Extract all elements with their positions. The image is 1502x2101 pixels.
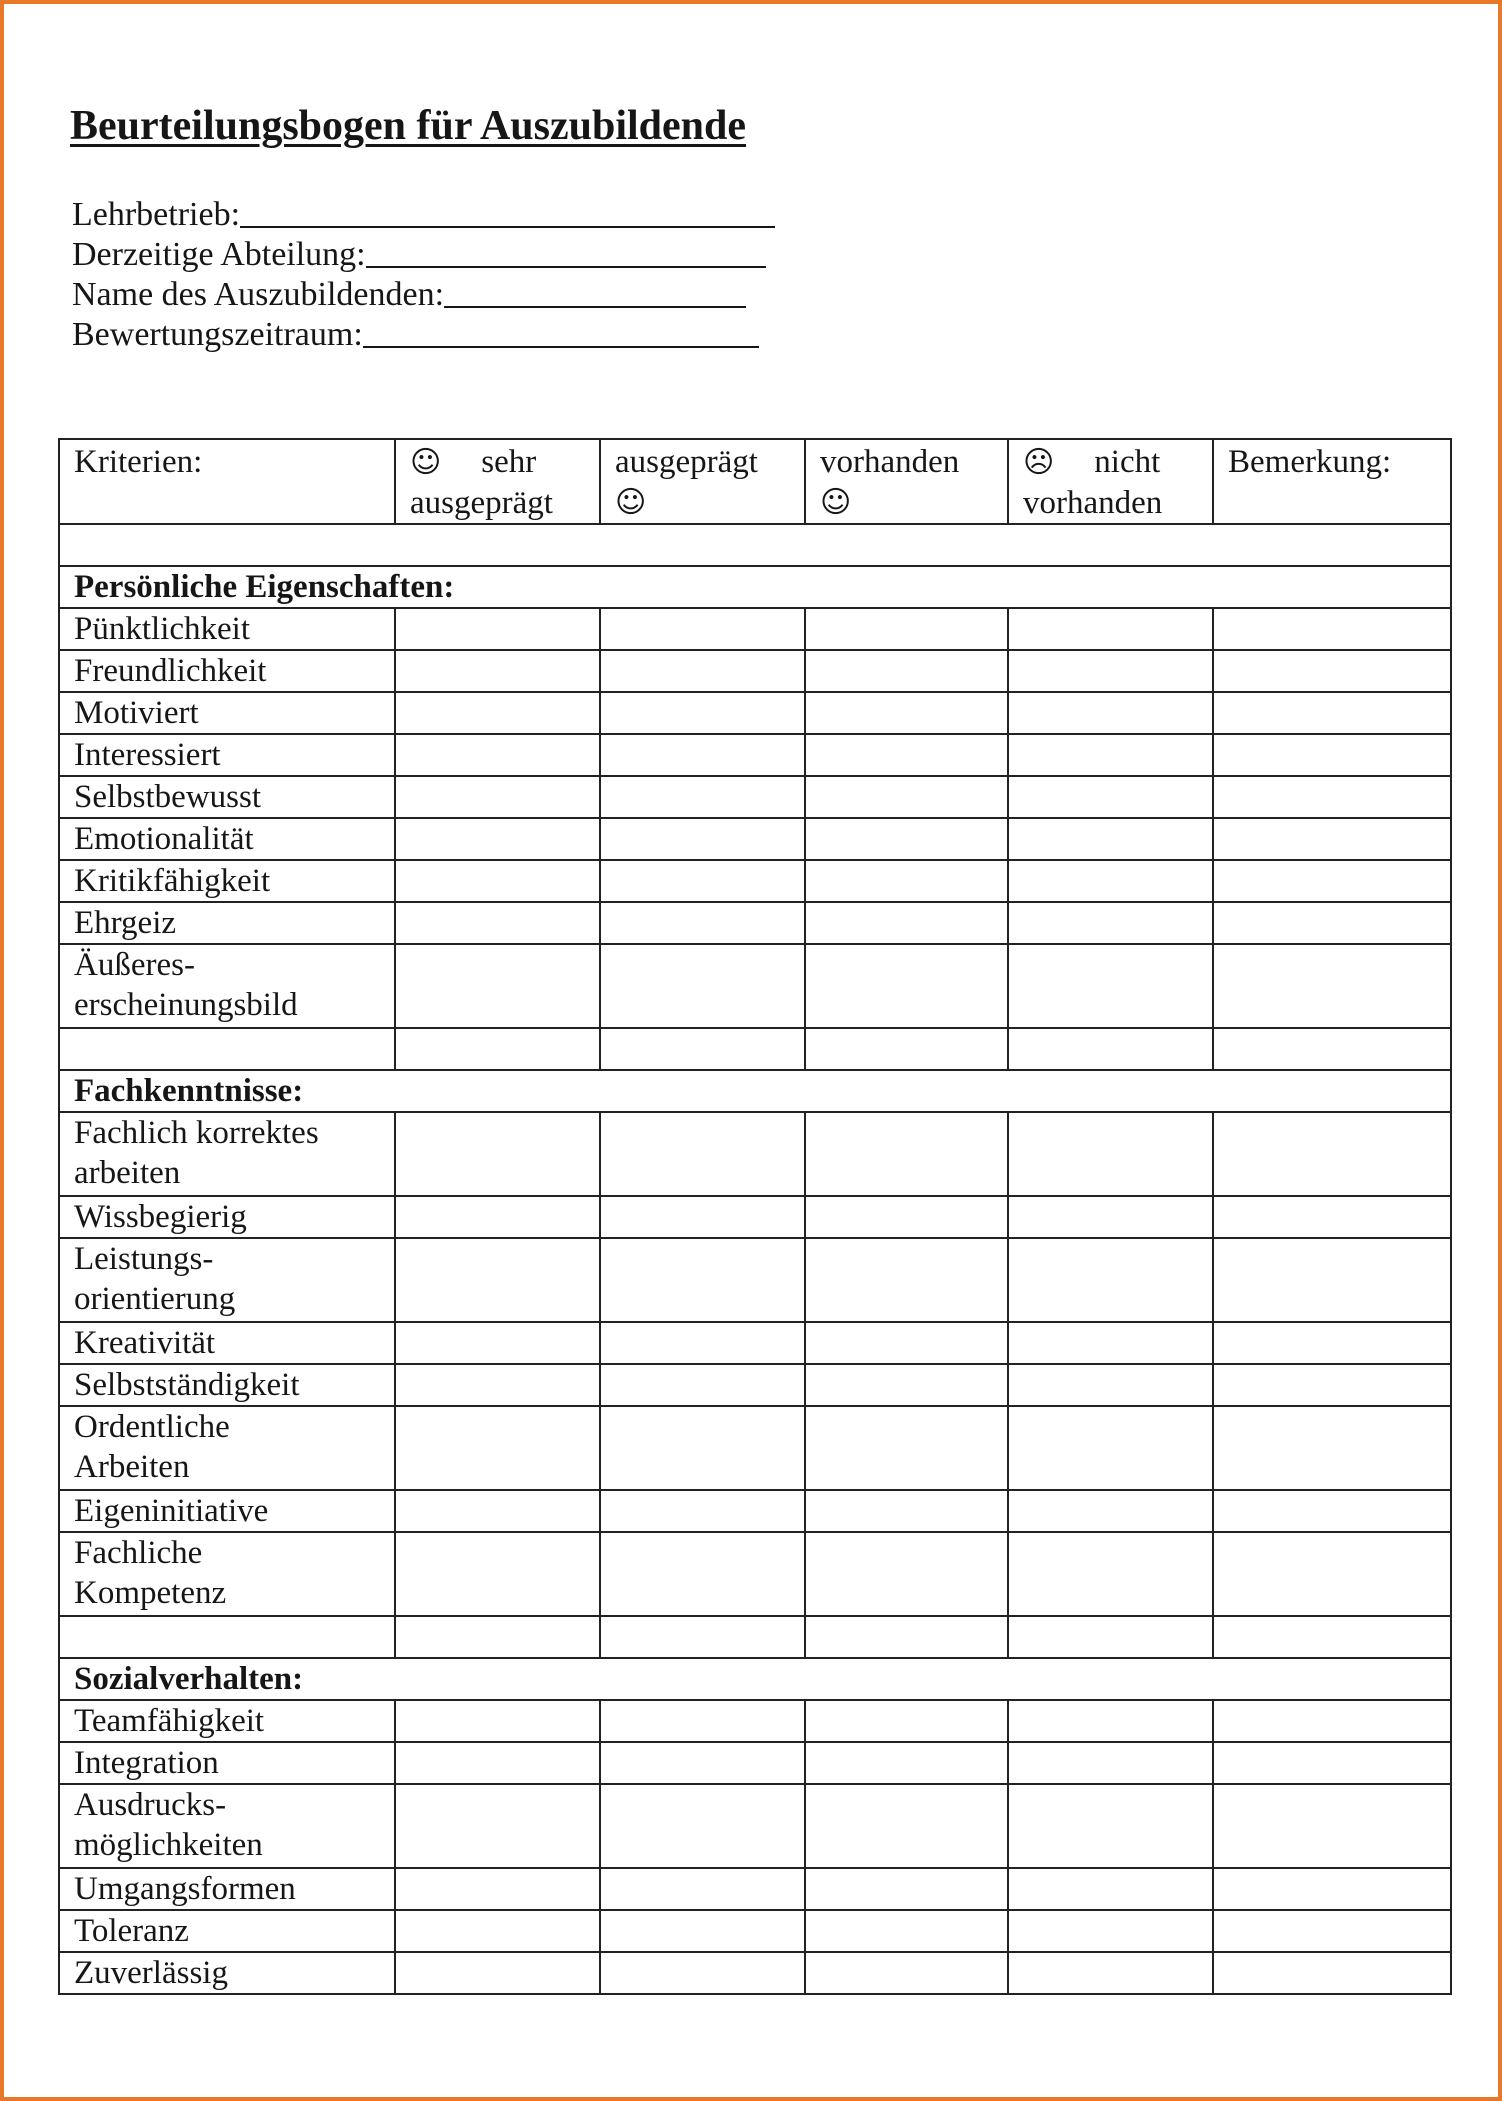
frowny-icon: ☹ <box>1023 445 1055 480</box>
rating-pronounced-cell[interactable] <box>600 1112 805 1196</box>
rating-not-present-cell[interactable] <box>1008 1532 1213 1616</box>
criterion-row <box>59 1700 1451 1742</box>
criterion-row <box>59 1322 1451 1364</box>
remarks-cell[interactable] <box>1213 1238 1451 1322</box>
rating-present-cell[interactable] <box>805 1700 1008 1742</box>
rating-not-present-cell[interactable] <box>1008 1784 1213 1868</box>
rating-not-present-cell[interactable] <box>1008 944 1213 1028</box>
remarks-cell[interactable] <box>1213 1784 1451 1868</box>
header-remarks-label: Bemerkung: <box>1228 444 1392 480</box>
criterion-row <box>59 692 1451 734</box>
criterion-label: Freundlichkeit <box>59 650 395 692</box>
remarks-cell[interactable] <box>1213 902 1451 944</box>
rating-very-pronounced-cell[interactable] <box>395 608 600 650</box>
field-abteilung <box>72 234 775 274</box>
rating-not-present-cell[interactable] <box>1008 1952 1213 1994</box>
rating-not-present-cell[interactable] <box>1008 1196 1213 1238</box>
header-remarks <box>1213 439 1451 524</box>
header-word: ausgeprägt <box>410 485 553 521</box>
rating-very-pronounced-cell[interactable] <box>395 1616 600 1658</box>
rating-not-present-cell[interactable] <box>1008 860 1213 902</box>
remarks-cell[interactable] <box>1213 1322 1451 1364</box>
header-criteria-label: Kriterien: <box>74 444 203 480</box>
header-very-pronounced <box>395 439 600 524</box>
remarks-cell[interactable] <box>1213 860 1451 902</box>
criterion-row <box>59 860 1451 902</box>
criterion-row <box>59 1616 1451 1658</box>
rating-present-cell[interactable] <box>805 1490 1008 1532</box>
criterion-label: Äußeres- erscheinungsbild <box>59 944 395 1028</box>
rating-very-pronounced-cell[interactable] <box>395 1490 600 1532</box>
remarks-cell[interactable] <box>1213 1742 1451 1784</box>
rating-pronounced-cell[interactable] <box>600 1868 805 1910</box>
rating-not-present-cell[interactable] <box>1008 650 1213 692</box>
rating-present-cell[interactable] <box>805 650 1008 692</box>
section-header-row <box>59 566 1451 608</box>
rating-present-cell[interactable] <box>805 1406 1008 1490</box>
field-lehrbetrieb <box>72 194 775 234</box>
rating-present-cell[interactable] <box>805 1238 1008 1322</box>
remarks-cell[interactable] <box>1213 818 1451 860</box>
criterion-label: Eigeninitiative <box>59 1490 395 1532</box>
rating-present-cell[interactable] <box>805 1322 1008 1364</box>
rating-very-pronounced-cell[interactable] <box>395 1322 600 1364</box>
header-not-present <box>1008 439 1213 524</box>
section-title: Sozialverhalten: <box>59 1658 1451 1700</box>
criterion-row <box>59 776 1451 818</box>
section-header-row <box>59 1070 1451 1112</box>
criterion-row <box>59 944 1451 1028</box>
rating-not-present-cell[interactable] <box>1008 1868 1213 1910</box>
rating-present-cell[interactable] <box>805 1532 1008 1616</box>
header-word: vorhanden <box>1023 485 1163 521</box>
remarks-cell[interactable] <box>1213 1868 1451 1910</box>
remarks-cell[interactable] <box>1213 1490 1451 1532</box>
rating-present-cell[interactable] <box>805 608 1008 650</box>
criterion-row <box>59 902 1451 944</box>
rating-not-present-cell[interactable] <box>1008 1910 1213 1952</box>
header-present <box>805 439 1008 524</box>
rating-pronounced-cell[interactable] <box>600 1322 805 1364</box>
rating-not-present-cell[interactable] <box>1008 734 1213 776</box>
rating-very-pronounced-cell[interactable] <box>395 944 600 1028</box>
rating-very-pronounced-cell[interactable] <box>395 776 600 818</box>
rating-pronounced-cell[interactable] <box>600 1238 805 1322</box>
remarks-cell[interactable] <box>1213 1532 1451 1616</box>
criterion-row <box>59 1910 1451 1952</box>
rating-present-cell[interactable] <box>805 944 1008 1028</box>
header-pronounced <box>600 439 805 524</box>
rating-present-cell[interactable] <box>805 1784 1008 1868</box>
evaluation-table <box>58 438 1452 1995</box>
section-header-row <box>59 1658 1451 1700</box>
rating-not-present-cell[interactable] <box>1008 1700 1213 1742</box>
rating-very-pronounced-cell[interactable] <box>395 860 600 902</box>
remarks-cell[interactable] <box>1213 1910 1451 1952</box>
rating-present-cell[interactable] <box>805 818 1008 860</box>
rating-present-cell[interactable] <box>805 734 1008 776</box>
rating-pronounced-cell[interactable] <box>600 650 805 692</box>
criterion-row <box>59 1364 1451 1406</box>
rating-very-pronounced-cell[interactable] <box>395 1112 600 1196</box>
criterion-row <box>59 1742 1451 1784</box>
criterion-label: Wissbegierig <box>59 1196 395 1238</box>
spacer-cell <box>59 524 1451 566</box>
rating-pronounced-cell[interactable] <box>600 1364 805 1406</box>
smiley-icon: ☺ <box>410 445 442 480</box>
criterion-label: Kreativität <box>59 1322 395 1364</box>
criterion-row <box>59 734 1451 776</box>
remarks-cell[interactable] <box>1213 1406 1451 1490</box>
rating-not-present-cell[interactable] <box>1008 1028 1213 1070</box>
rating-not-present-cell[interactable] <box>1008 818 1213 860</box>
rating-not-present-cell[interactable] <box>1008 1364 1213 1406</box>
criterion-label <box>59 1616 395 1658</box>
smiley-icon: ☺ <box>820 485 852 520</box>
criterion-label: Ordentliche Arbeiten <box>59 1406 395 1490</box>
remarks-cell[interactable] <box>1213 1112 1451 1196</box>
criterion-row <box>59 1238 1451 1322</box>
rating-very-pronounced-cell[interactable] <box>395 1406 600 1490</box>
rating-very-pronounced-cell[interactable] <box>395 1532 600 1616</box>
field-name <box>72 274 775 314</box>
field-label: Bewertungszeitraum: <box>72 316 363 353</box>
spacer-row <box>59 524 1451 566</box>
remarks-cell[interactable] <box>1213 1196 1451 1238</box>
rating-very-pronounced-cell[interactable] <box>395 1028 600 1070</box>
rating-not-present-cell[interactable] <box>1008 1490 1213 1532</box>
criterion-label: Motiviert <box>59 692 395 734</box>
rating-pronounced-cell[interactable] <box>600 734 805 776</box>
rating-not-present-cell[interactable] <box>1008 608 1213 650</box>
rating-pronounced-cell[interactable] <box>600 1616 805 1658</box>
rating-pronounced-cell[interactable] <box>600 1406 805 1490</box>
rating-not-present-cell[interactable] <box>1008 1406 1213 1490</box>
rating-very-pronounced-cell[interactable] <box>395 1910 600 1952</box>
remarks-cell[interactable] <box>1213 692 1451 734</box>
criterion-label: Teamfähigkeit <box>59 1700 395 1742</box>
rating-present-cell[interactable] <box>805 692 1008 734</box>
remarks-cell[interactable] <box>1213 650 1451 692</box>
rating-present-cell[interactable] <box>805 1616 1008 1658</box>
rating-very-pronounced-cell[interactable] <box>395 818 600 860</box>
criterion-label: Emotionalität <box>59 818 395 860</box>
header-fields <box>72 194 775 354</box>
smiley-icon: ☺ <box>615 485 647 520</box>
criterion-row <box>59 1784 1451 1868</box>
remarks-cell[interactable] <box>1213 1028 1451 1070</box>
section-title: Fachkenntnisse: <box>59 1070 1451 1112</box>
rating-present-cell[interactable] <box>805 1364 1008 1406</box>
rating-pronounced-cell[interactable] <box>600 1490 805 1532</box>
criterion-row <box>59 1952 1451 1994</box>
criterion-label: Selbstbewusst <box>59 776 395 818</box>
header-row <box>59 439 1451 524</box>
rating-present-cell[interactable] <box>805 1952 1008 1994</box>
rating-pronounced-cell[interactable] <box>600 860 805 902</box>
field-blank-line[interactable] <box>240 194 775 228</box>
rating-very-pronounced-cell[interactable] <box>395 650 600 692</box>
remarks-cell[interactable] <box>1213 1616 1451 1658</box>
rating-present-cell[interactable] <box>805 776 1008 818</box>
section-title: Persönliche Eigenschaften: <box>59 566 1451 608</box>
rating-not-present-cell[interactable] <box>1008 1238 1213 1322</box>
criterion-label: Umgangsformen <box>59 1868 395 1910</box>
rating-not-present-cell[interactable] <box>1008 776 1213 818</box>
remarks-cell[interactable] <box>1213 1700 1451 1742</box>
criterion-row <box>59 1490 1451 1532</box>
document-title: Beurteilungsbogen für Auszubildende <box>70 103 747 149</box>
rating-pronounced-cell[interactable] <box>600 608 805 650</box>
rating-pronounced-cell[interactable] <box>600 1742 805 1784</box>
rating-very-pronounced-cell[interactable] <box>395 734 600 776</box>
field-label: Lehrbetrieb: <box>72 196 241 233</box>
remarks-cell[interactable] <box>1213 1952 1451 1994</box>
rating-present-cell[interactable] <box>805 1196 1008 1238</box>
rating-present-cell[interactable] <box>805 902 1008 944</box>
rating-very-pronounced-cell[interactable] <box>395 1742 600 1784</box>
field-blank-line[interactable] <box>444 274 746 308</box>
rating-very-pronounced-cell[interactable] <box>395 692 600 734</box>
criterion-label <box>59 1028 395 1070</box>
rating-not-present-cell[interactable] <box>1008 1742 1213 1784</box>
remarks-cell[interactable] <box>1213 776 1451 818</box>
rating-pronounced-cell[interactable] <box>600 692 805 734</box>
rating-present-cell[interactable] <box>805 1742 1008 1784</box>
remarks-cell[interactable] <box>1213 608 1451 650</box>
field-blank-line[interactable] <box>366 234 766 268</box>
criterion-label: Ausdrucks- möglichkeiten <box>59 1784 395 1868</box>
criterion-row <box>59 1406 1451 1490</box>
rating-not-present-cell[interactable] <box>1008 1616 1213 1658</box>
rating-very-pronounced-cell[interactable] <box>395 1868 600 1910</box>
header-word: sehr <box>481 444 537 480</box>
rating-pronounced-cell[interactable] <box>600 1028 805 1070</box>
rating-very-pronounced-cell[interactable] <box>395 1196 600 1238</box>
field-label: Name des Auszubildenden: <box>72 276 445 313</box>
criterion-row <box>59 1196 1451 1238</box>
rating-present-cell[interactable] <box>805 1868 1008 1910</box>
rating-pronounced-cell[interactable] <box>600 1700 805 1742</box>
rating-very-pronounced-cell[interactable] <box>395 1952 600 1994</box>
field-zeitraum <box>72 314 775 354</box>
rating-pronounced-cell[interactable] <box>600 1910 805 1952</box>
rating-pronounced-cell[interactable] <box>600 1784 805 1868</box>
rating-pronounced-cell[interactable] <box>600 1952 805 1994</box>
rating-very-pronounced-cell[interactable] <box>395 1784 600 1868</box>
rating-pronounced-cell[interactable] <box>600 944 805 1028</box>
criterion-label: Integration <box>59 1742 395 1784</box>
rating-present-cell[interactable] <box>805 1112 1008 1196</box>
rating-pronounced-cell[interactable] <box>600 1532 805 1616</box>
rating-present-cell[interactable] <box>805 1028 1008 1070</box>
header-word: nicht <box>1094 444 1161 480</box>
rating-not-present-cell[interactable] <box>1008 1322 1213 1364</box>
criterion-label: Zuverlässig <box>59 1952 395 1994</box>
rating-very-pronounced-cell[interactable] <box>395 902 600 944</box>
criterion-row <box>59 818 1451 860</box>
criterion-row <box>59 608 1451 650</box>
remarks-cell[interactable] <box>1213 944 1451 1028</box>
rating-very-pronounced-cell[interactable] <box>395 1364 600 1406</box>
criterion-label: Kritikfähigkeit <box>59 860 395 902</box>
criterion-label: Selbstständigkeit <box>59 1364 395 1406</box>
rating-not-present-cell[interactable] <box>1008 1112 1213 1196</box>
rating-pronounced-cell[interactable] <box>600 902 805 944</box>
header-word: vorhanden <box>820 444 960 480</box>
criterion-label: Pünktlichkeit <box>59 608 395 650</box>
criterion-label: Ehrgeiz <box>59 902 395 944</box>
rating-not-present-cell[interactable] <box>1008 902 1213 944</box>
criterion-row <box>59 650 1451 692</box>
criterion-row <box>59 1028 1451 1070</box>
header-criteria <box>59 439 395 524</box>
rating-pronounced-cell[interactable] <box>600 776 805 818</box>
criterion-row <box>59 1868 1451 1910</box>
rating-present-cell[interactable] <box>805 1910 1008 1952</box>
rating-very-pronounced-cell[interactable] <box>395 1700 600 1742</box>
rating-not-present-cell[interactable] <box>1008 692 1213 734</box>
rating-very-pronounced-cell[interactable] <box>395 1238 600 1322</box>
criterion-row <box>59 1532 1451 1616</box>
criterion-label: Leistungs- orientierung <box>59 1238 395 1322</box>
field-label: Derzeitige Abteilung: <box>72 236 366 273</box>
rating-present-cell[interactable] <box>805 860 1008 902</box>
remarks-cell[interactable] <box>1213 734 1451 776</box>
criterion-row <box>59 1112 1451 1196</box>
header-word: ausgeprägt <box>615 444 758 480</box>
criterion-label: Fachliche Kompetenz <box>59 1532 395 1616</box>
field-blank-line[interactable] <box>363 314 759 348</box>
rating-pronounced-cell[interactable] <box>600 1196 805 1238</box>
criterion-label: Interessiert <box>59 734 395 776</box>
criterion-label: Toleranz <box>59 1910 395 1952</box>
rating-pronounced-cell[interactable] <box>600 818 805 860</box>
criterion-label: Fachlich korrektes arbeiten <box>59 1112 395 1196</box>
remarks-cell[interactable] <box>1213 1364 1451 1406</box>
